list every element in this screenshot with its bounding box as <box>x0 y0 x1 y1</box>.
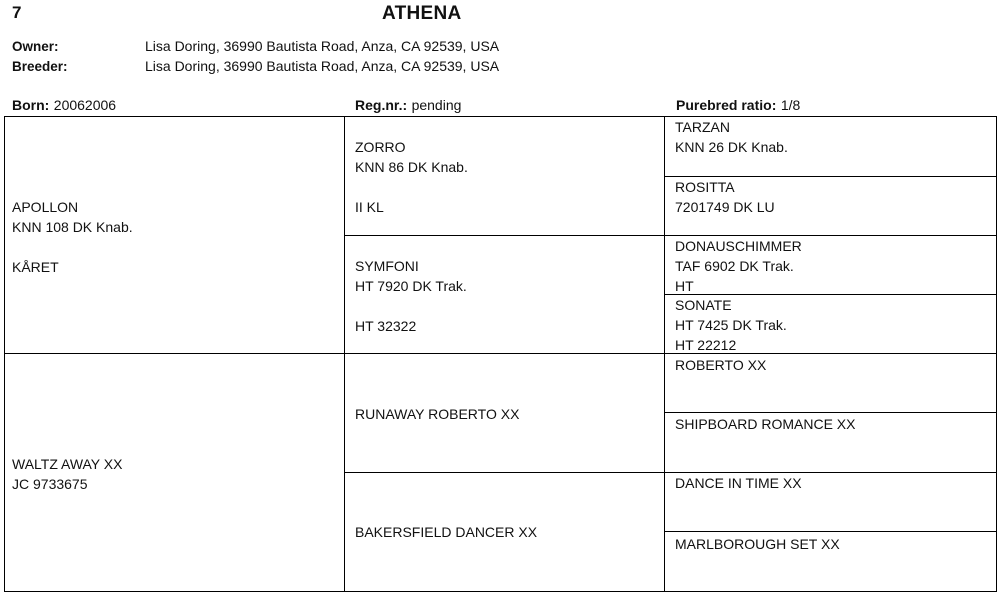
sd-dam-cell <box>675 295 787 355</box>
sire-sire-extra: II KL <box>355 199 384 215</box>
grid-gen2-split-b <box>344 472 997 473</box>
ss-sire-reg: KNN 26 DK Knab. <box>675 139 788 155</box>
ss-dam-reg: 7201749 DK LU <box>675 199 775 215</box>
ds-sire-name: ROBERTO XX <box>675 357 767 373</box>
grid-gen3-split-c <box>664 412 997 413</box>
dam-cell <box>12 454 122 494</box>
purebred-field <box>676 97 800 115</box>
grid-gen1-split <box>4 353 997 354</box>
grid-right <box>996 116 997 592</box>
sd-sire-extra: HT <box>675 278 694 294</box>
dd-sire-cell <box>675 473 802 493</box>
dd-dam-cell <box>675 534 840 554</box>
ss-sire-name: TARZAN <box>675 119 730 135</box>
dd-dam-name: MARLBOROUGH SET XX <box>675 536 840 552</box>
ds-dam-cell <box>675 414 855 434</box>
sd-sire-name: DONAUSCHIMMER <box>675 238 802 254</box>
sire-extra: KÅRET <box>12 259 59 275</box>
grid-bottom <box>4 591 997 592</box>
grid-gen3-split-d <box>664 531 997 532</box>
born-value: 20062006 <box>53 97 117 113</box>
regnr-label: Reg.nr.: <box>355 97 408 113</box>
ss-dam-cell <box>675 177 775 217</box>
sd-sire-cell <box>675 236 802 296</box>
sire-reg: KNN 108 DK Knab. <box>12 219 133 235</box>
ds-sire-cell <box>675 355 766 375</box>
dd-sire-name: DANCE IN TIME XX <box>675 475 802 491</box>
regnr-field <box>355 97 461 115</box>
grid-left <box>4 116 5 592</box>
regnr-value: pending <box>411 97 462 113</box>
sd-dam-reg: HT 7425 DK Trak. <box>675 317 787 333</box>
breeder-value: Lisa Doring, 36990 Bautista Road, Anza, CA 92539, USA <box>145 58 500 74</box>
sire-dam-name: SYMFONI <box>355 258 419 274</box>
sire-cell <box>12 197 133 277</box>
dam-dam-cell <box>355 522 537 542</box>
sire-name: APOLLON <box>12 199 79 215</box>
sire-dam-extra: HT 32322 <box>355 318 417 334</box>
sire-sire-reg: KNN 86 DK Knab. <box>355 159 468 175</box>
dam-sire-cell <box>355 404 519 424</box>
sire-dam-reg: HT 7920 DK Trak. <box>355 278 467 294</box>
dam-reg: JC 9733675 <box>12 476 88 492</box>
sire-dam-cell <box>355 256 467 336</box>
born-field <box>12 97 116 115</box>
grid-top <box>4 116 997 117</box>
horse-name: ATHENA <box>382 3 462 24</box>
breeder-label: Breeder: <box>12 59 68 74</box>
sd-sire-reg: TAF 6902 DK Trak. <box>675 258 794 274</box>
born-label: Born: <box>12 97 50 113</box>
grid-gen2-split-a <box>344 235 997 236</box>
sd-dam-name: SONATE <box>675 297 732 313</box>
sd-dam-extra: HT 22212 <box>675 337 737 353</box>
dam-name: WALTZ AWAY XX <box>12 456 123 472</box>
ds-dam-name: SHIPBOARD ROMANCE XX <box>675 416 856 432</box>
entry-number: 7 <box>12 3 22 22</box>
sire-sire-cell <box>355 137 468 217</box>
dam-sire-name: RUNAWAY ROBERTO XX <box>355 406 520 422</box>
sire-sire-name: ZORRO <box>355 139 406 155</box>
grid-col-1 <box>344 116 345 592</box>
ss-dam-name: ROSITTA <box>675 179 735 195</box>
purebred-value: 1/8 <box>780 97 801 113</box>
owner-value: Lisa Doring, 36990 Bautista Road, Anza, CA 92539, USA <box>145 38 500 54</box>
owner-label: Owner: <box>12 39 59 54</box>
dam-dam-name: BAKERSFIELD DANCER XX <box>355 524 538 540</box>
ss-sire-cell <box>675 117 788 157</box>
purebred-label: Purebred ratio: <box>676 97 777 113</box>
grid-col-2 <box>664 116 665 592</box>
